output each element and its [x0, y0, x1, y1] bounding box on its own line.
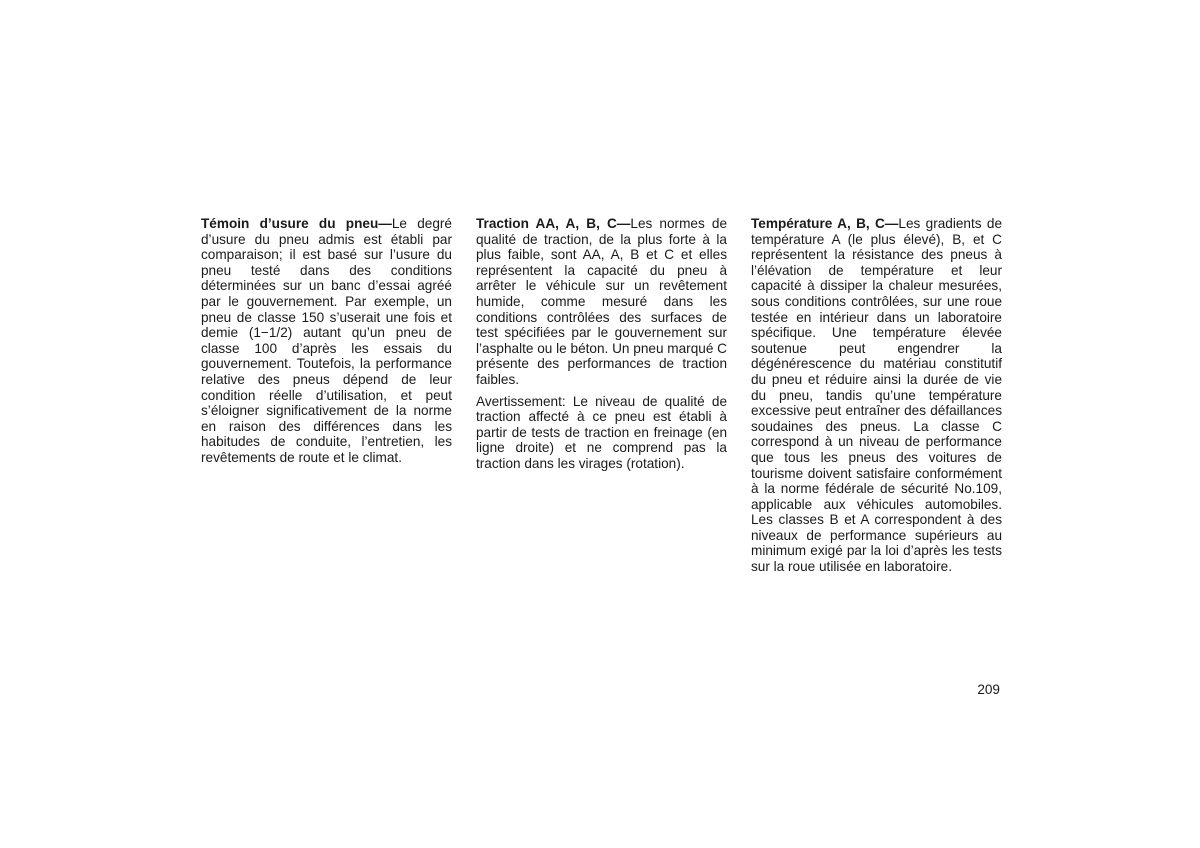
traction-body: Les normes de qualité de traction, de la plus forte à la plus faible, sont AA, A, B et C et elles représentent la capacité du pneu à arrêter le véhicule sur un revêtement humide, comme mesuré dans les conditions contrôlées des surfaces de test spécifiées par le gouvernement sur l’asphalte ou le béton. Un pneu marqué C présente des performances de traction faibles. [476, 216, 728, 387]
temperature-body: Les gradients de température A (le plus élevé), B, et C représentent la résistance des pneus à l’élévation de température et leur capacité à dissiper la chaleur mesurées, sous conditions contrôlées, sur une roue testée en intérieur dans un laboratoire spécifique. Une température élevée soutenue peut engendrer la dégénérescence du matériau constitutif du pneu et réduire ainsi la durée de vie du pneu, tandis qu’une température excessive peut entraîner des défaillances soudaines des pneus. La classe C correspond à un niveau de performance que tous les pneus des voitures de tourisme doivent satisfaire conformément à la norme fédérale de sécurité No.109, applicable aux véhicules automobiles. Les classes B et A correspondent à des niveaux de performance supérieurs au minimum exigé par la loi d’après les tests sur la roue utilisée en laboratoire. [751, 216, 1003, 575]
column-temperature [751, 216, 1002, 575]
temperature-heading: Température A, B, C— [751, 216, 899, 231]
page-number: 209 [977, 682, 1000, 697]
tread-wear-heading: Témoin d’usure du pneu— [201, 216, 392, 231]
column-tread-wear [201, 216, 452, 466]
traction-heading: Traction AA, A, B, C— [476, 216, 631, 231]
traction-paragraph [476, 216, 727, 388]
tread-wear-body: Le degré d’usure du pneu admis est établi par comparaison; il est basé sur l’usure du pneu testé dans des conditions déterminées sur un banc d’essai agréé par le gouvernement. Par exemple, un pneu de classe 150 s’userait une fois et demie (1−1/2) autant qu’un pneu de classe 100 d’après les essais du gouvernement. Toutefois, la performance relative des pneus dépend de leur condition réelle d’utilisation, et peut s’éloigner significativement de la norme en raison des différences dans les habitudes de conduite, l’entretien, les revêtements de route et le climat. [201, 216, 452, 465]
temperature-paragraph [751, 216, 1002, 575]
traction-warning: Avertissement: Le niveau de qualité de traction affecté à ce pneu est établi à partir de tests de traction en freinage (en ligne droite) et ne comprend pas la traction dans les virages (rotation). [476, 393, 727, 471]
column-traction [476, 216, 727, 472]
tread-wear-paragraph [201, 216, 452, 466]
